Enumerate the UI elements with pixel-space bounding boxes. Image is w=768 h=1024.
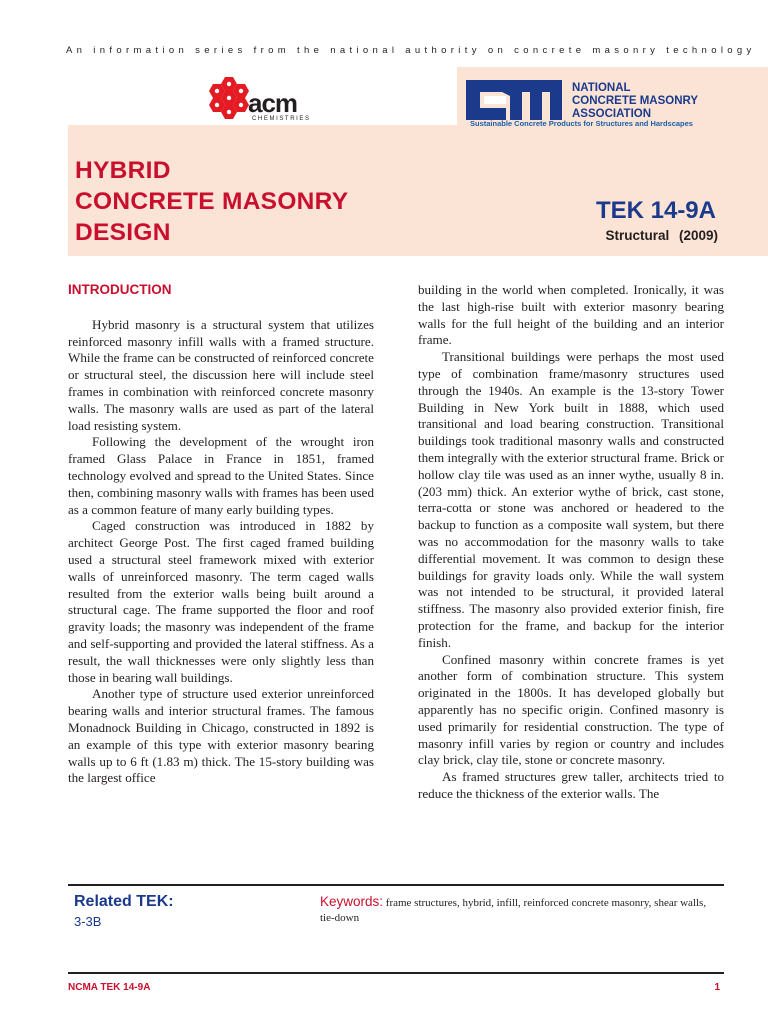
keywords-value: frame structures, hybrid, infill, reinforced concrete masonry, shear walls, tie-down xyxy=(320,897,707,924)
tek-category-label: Structural xyxy=(605,228,670,243)
related-tek-link[interactable]: 3-3B xyxy=(74,914,102,929)
paragraph: Following the development of the wrought iron framed Glass Palace in France in 1851, framed technology evolved and spread to the United States. Since then, combining masonry walls with frames has been used as a common feature of many early building types. xyxy=(68,434,374,517)
ncma-name-line3: ASSOCIATION xyxy=(572,108,652,120)
body-column-left xyxy=(68,282,374,787)
title-line3: DESIGN xyxy=(75,219,171,246)
keywords-label: Keywords: xyxy=(320,894,384,909)
body-column-right xyxy=(418,282,724,803)
tek-year: (2009) xyxy=(678,228,718,243)
paragraph: As framed structures grew taller, architects tried to reduce the thickness of the exterior walls. The xyxy=(418,769,724,801)
paragraph: Confined masonry within concrete frames is yet another form of combination structure. This system originated in the 1800s. It has developed globally but apparently has no specific origin. Confined masonry is used primarily for residential construction. The type of masonry infill varies by region or country and includes clay brick, clay tile, stone or concrete masonry. xyxy=(418,651,724,768)
document-title xyxy=(75,155,348,248)
divider xyxy=(68,884,724,886)
paragraph: building in the world when completed. Ironically, it was the last high-rise built with exterior masonry bearing walls for the full height of the building and an interior frame. xyxy=(418,282,724,348)
acm-logo-name: acm xyxy=(248,88,298,118)
keywords xyxy=(320,894,720,926)
ncma-name-line1: NATIONAL xyxy=(572,82,631,94)
paragraph: Another type of structure used exterior unreinforced bearing walls and interior structural frames. The famous Monadnock Building in Chicago, constructed in 1892 is an example of this type with exterior masonry bearing walls up to 6 ft (1.83 m) thick. The 15-story building was the largest office xyxy=(68,686,374,786)
tek-category xyxy=(605,228,718,243)
footer-doc-id: NCMA TEK 14-9A xyxy=(68,982,151,993)
page-number: 1 xyxy=(714,982,720,993)
acm-logo-sub: CHEMISTRIES xyxy=(252,116,311,122)
paragraph: Caged construction was introduced in 1882 by architect George Post. The first caged framed building used a structural steel framework mixed with exterior walls of unreinforced masonry. The term caged walls resulted from the exterior walls being built around a structural cage. The frame supported the floor and roof gravity loads; the masonry was independent of the frame and self-supporting and provided the lateral stiffness. As a result, the wall thicknesses were only slightly less than those in bearing wall buildings. xyxy=(68,518,374,685)
tek-number: TEK 14-9A xyxy=(595,197,716,224)
paragraph: Hybrid masonry is a structural system that utilizes reinforced masonry infill walls with a framed structure. While the frame can be constructed of reinforced concrete or structural steel, the discussion here will include steel frames in combination with reinforced concrete masonry walls. The masonry walls are used as part of the lateral load resisting system. xyxy=(68,316,374,433)
title-line1: HYBRID xyxy=(75,157,171,184)
footer-divider xyxy=(68,972,724,974)
header-tagline: An information series from the national authority on concrete masonry technology xyxy=(66,45,756,56)
ncma-name-line2: CONCRETE MASONRY xyxy=(572,95,699,107)
related-tek-label: Related TEK: xyxy=(74,893,174,910)
title-line2: CONCRETE MASONRY xyxy=(75,188,349,215)
paragraph: Transitional buildings were perhaps the most used type of combination frame/masonry structures used through the 1940s. An example is the 13-story Tower Building in New York built in 1888, which used transitional and load bearing construction. Transitional buildings took traditional masonry walls and constructed them integrally with the exterior structural frame. Brick or hollow clay tile was used as an inner wythe, usually 8 in. (203 mm) thick. An exterior wythe of brick, cast stone, terra-cotta or stone was anchored or headered to the backup to function as a composite wall system, but there was no accommodation for the masonry walls to take differential movement. It was common to design these buildings for gravity loads only. While the wall system was not intended to be structural, it provided lateral stiffness. The masonry also provided exterior finish, fire protection for the frame, and backup for the interior finish. xyxy=(418,349,724,650)
section-heading: INTRODUCTION xyxy=(68,282,172,297)
ncma-logo-name xyxy=(572,82,698,121)
ncma-tagline: Sustainable Concrete Products for Structures and Hardscapes xyxy=(470,119,693,128)
ncma-logo-icon xyxy=(462,76,566,124)
